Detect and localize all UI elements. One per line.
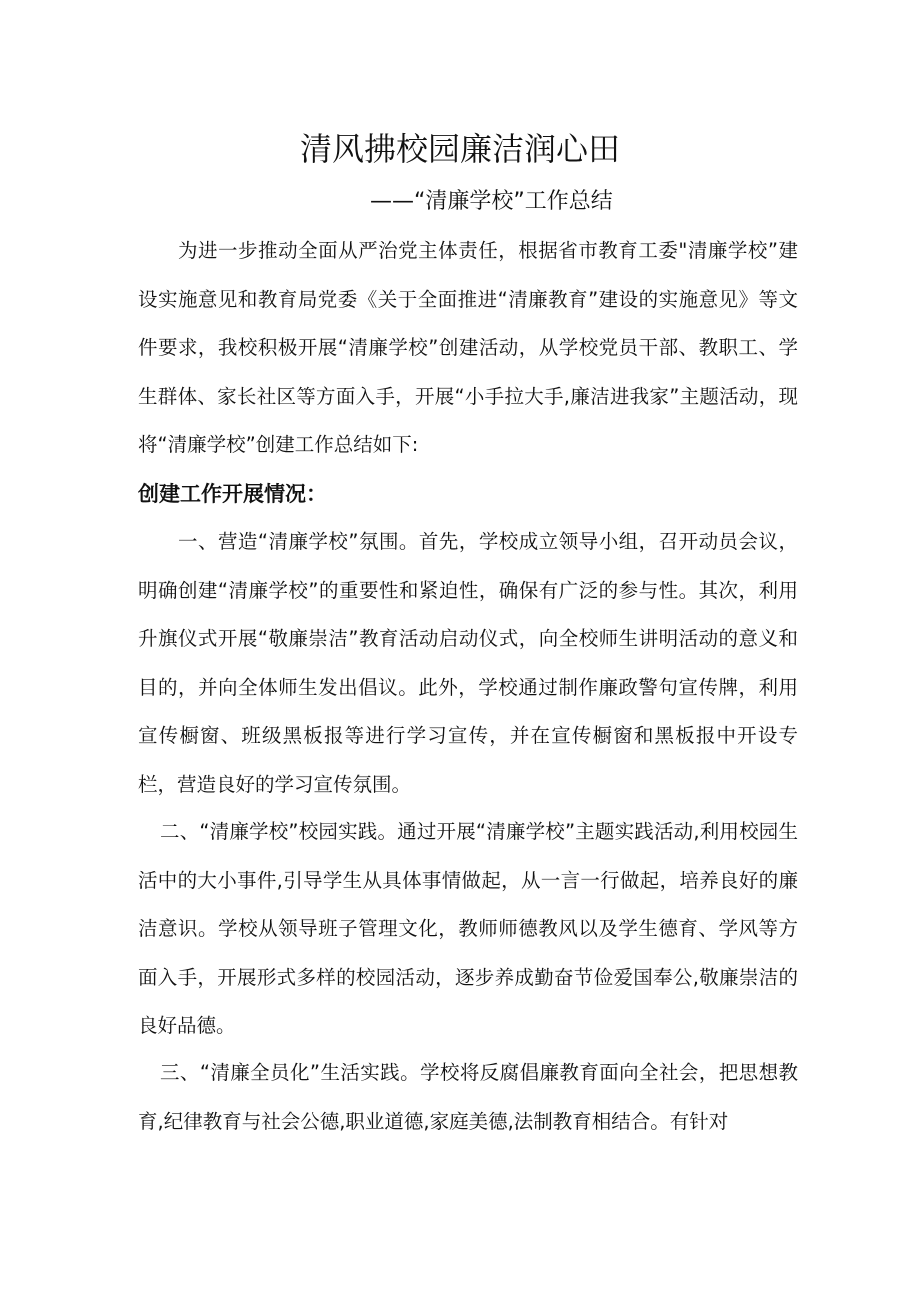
paragraph-3: 三、“清廉全员化”生活实践。学校将反腐倡廉教育面向全社会，把思想教育,纪律教育与社会公德,职业道德,家庭美德,法制教育相结合。有针对 — [138, 1061, 798, 1133]
paragraph-2: 二、“清廉学校”校园实践。通过开展“清廉学校”主题实践活动,利用校园生活中的大小事件,引导学生从具体事情做起，从一言一行做起，培养良好的廉洁意识。学校从领导班子管理文化，教师师德教风以及学生德育、学风等方面入手，开展形式多样的校园活动，逐步养成勤奋节俭爱国奉公,敬廉崇洁的良好品德。 — [138, 820, 798, 1037]
document-subtitle: ——“清廉学校”工作总结 — [370, 189, 613, 214]
paragraph-1: 一、营造“清廉学校”氛围。首先，学校成立领导小组，召开动员会议，明确创建“清廉学校”的重要性和紧迫性，确保有广泛的参与性。其次，利用升旗仪式开展“敬廉崇洁”教育活动启动仪式，向全校师生讲明活动的意义和目的，并向全体师生发出倡议。此外，学校通过制作廉政警句宣传牌，利用宣传橱窗、班级黑板报等进行学习宣传，并在宣传橱窗和黑板报中开设专栏，营造良好的学习宣传氛围。 — [138, 530, 798, 796]
intro-paragraph: 为进一步推动全面从严治党主体责任，根据省市教育工委"清廉学校”建设实施意见和教育局党委《关于全面推进“清廉教育”建设的实施意见》等文件要求，我校积极开展“清廉学校”创建活动，从学校党员干部、教职工、学生群体、家长社区等方面入手，开展“小手拉大手,廉洁进我家”主题活动，现将“清廉学校”创建工作总结如下: — [138, 239, 798, 456]
document-title: 清风拂校园廉洁润心田 — [299, 130, 620, 168]
section-heading: 创建工作开展情况： — [138, 482, 327, 506]
